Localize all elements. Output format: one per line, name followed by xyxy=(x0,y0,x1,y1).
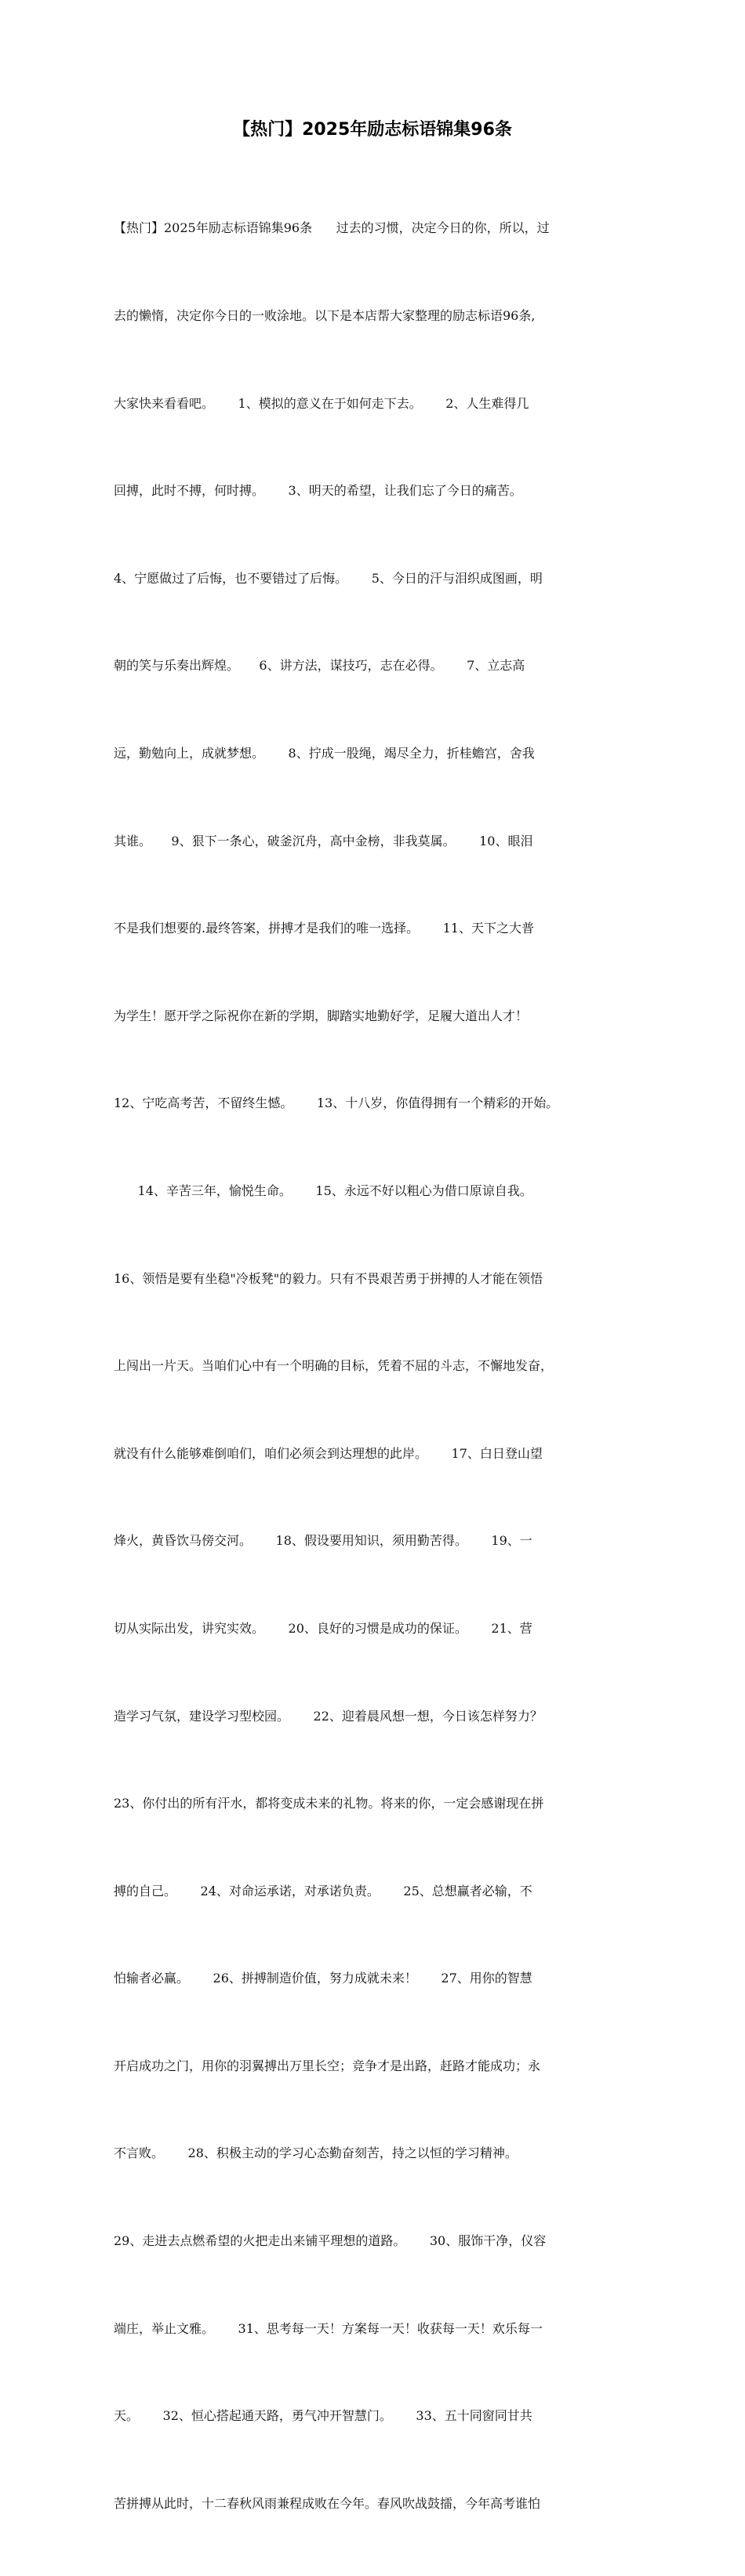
document-body xyxy=(114,155,647,2576)
body-line: 怕输者必赢。 26、拼搏制造价值，努力成就未来！ 27、用你的智慧 xyxy=(114,1971,532,1986)
body-line: 回搏，此时不搏，何时搏。 3、明天的希望，让我们忘了今日的痛苦。 xyxy=(114,483,522,499)
body-line: 搏的自己。 24、对命运承诺，对承诺负责。 25、总想赢者必输，不 xyxy=(114,1883,532,1898)
body-line: 4、宁愿做过了后悔，也不要错过了后悔。 5、今日的汗与泪织成图画，明 xyxy=(114,570,543,586)
body-line: 不是我们想要的.最终答案，拼搏才是我们的唯一选择。 11、天下之大普 xyxy=(114,921,534,936)
body-line: 12、宁吃高考苦，不留终生憾。 13、十八岁，你值得拥有一个精彩的开始。 xyxy=(114,1095,559,1111)
body-line: 开启成功之门，用你的羽翼搏出万里长空；竞争才是出路，赶路才能成功；永 xyxy=(114,2058,541,2073)
body-line: 29、走进去点燃希望的火把走出来铺平理想的道路。 30、服饰干净，仪容 xyxy=(114,2233,547,2249)
body-line: 为学生！愿开学之际祝你在新的学期，脚踏实地勤好学，足履大道出人才！ xyxy=(114,1008,529,1023)
body-line: 苦拼搏从此时，十二春秋风雨兼程成败在今年。春风吹战鼓擂，今年高考谁怕 xyxy=(114,2495,541,2511)
body-line: 大家快来看看吧。 1、模拟的意义在于如何走下去。 2、人生难得几 xyxy=(114,395,529,411)
body-line: 【热门】2025年励志标语锦集96条 过去的习惯，决定今日的你，所以，过 xyxy=(114,220,550,236)
body-line: 烽火，黄昏饮马傍交河。 18、假设要用知识，须用勤苦得。 19、一 xyxy=(114,1533,532,1549)
body-line: 切从实际出发，讲究实效。 20、良好的习惯是成功的保证。 21、营 xyxy=(114,1620,532,1636)
body-line: 天。 32、恒心搭起通天路，勇气冲开智慧门。 33、五十同窗同甘共 xyxy=(114,2408,532,2424)
document-title: 【热门】2025年励志标语锦集96条 xyxy=(233,120,512,140)
body-line: 16、领悟是要有坐稳"冷板凳"的毅力。只有不畏艰苦勇于拼搏的人才能在领悟 xyxy=(114,1270,543,1286)
body-line: 去的懒惰，决定你今日的一败涂地。以下是本店帮大家整理的励志标语96条, xyxy=(114,308,536,323)
body-line: 就没有什么能够难倒咱们，咱们必须会到达理想的此岸。 17、白日登山望 xyxy=(114,1445,543,1461)
body-line: 远，勤勉向上，成就梦想。 8、拧成一股绳，竭尽全力，折桂蟾宫，舍我 xyxy=(114,745,535,761)
body-line: 14、辛苦三年，愉悦生命。 15、永远不好以粗心为借口原谅自我。 xyxy=(114,1183,532,1198)
body-line: 造学习气氛，建设学习型校园。 22、迎着晨风想一想，今日该怎样努力？ xyxy=(114,1708,543,1724)
body-line: 朝的笑与乐奏出辉煌。 6、讲方法，谋技巧，志在必得。 7、立志高 xyxy=(114,658,525,674)
body-line: 端庄，举止文雅。 31、思考每一天！方案每一天！收获每一天！欢乐每一 xyxy=(114,2320,543,2336)
body-line: 上闯出一片天。当咱们心中有一个明确的目标，凭着不屈的斗志，不懈地发奋， xyxy=(114,1358,554,1374)
body-line: 其谁。 9、狠下一条心，破釜沉舟，高中金榜，非我莫属。 10、眼泪 xyxy=(114,833,533,848)
body-line: 不言败。 28、积极主动的学习心态勤奋刻苦，持之以恒的学习精神。 xyxy=(114,2145,518,2161)
body-line: 23、你付出的所有汗水，都将变成未来的礼物。将来的你，一定会感谢现在拼 xyxy=(114,1796,544,1811)
